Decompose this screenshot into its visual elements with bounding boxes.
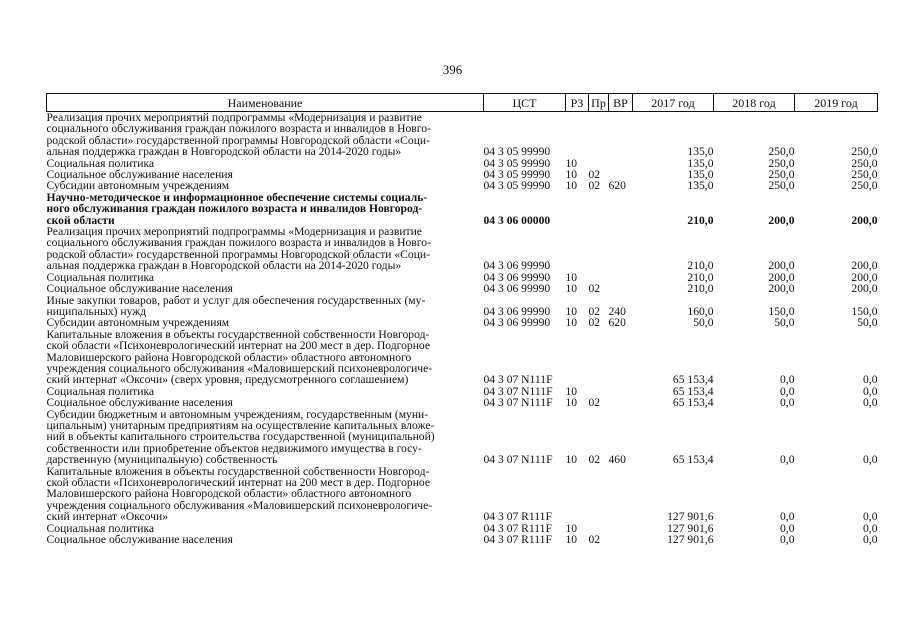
header-rz: РЗ — [566, 94, 589, 112]
amount-2018-cell: 250,0 — [768, 168, 795, 182]
name-line: социального обслуживания граждан пожилого возраста и инвалидов в Новго- — [46, 236, 431, 250]
header-vr: ВР — [609, 94, 633, 112]
name-cell — [47, 466, 484, 523]
cst-cell: 04 3 06 99990 — [483, 304, 551, 318]
amount-2019-cell: 0,0 — [863, 384, 878, 398]
rz-cell: 10 — [565, 316, 578, 330]
amount-2017-cell: 65 153,4 — [672, 384, 714, 398]
vr-cell — [609, 523, 633, 534]
amount-2018-cell: 0,0 — [780, 533, 795, 547]
pr-cell: 02 — [588, 282, 601, 296]
amount-2019-cell: 0,0 — [863, 521, 878, 535]
name-line: ниципальных) нужд — [46, 304, 147, 318]
table-row — [47, 192, 878, 226]
rz-cell: 10 — [565, 396, 578, 410]
amount-2018-cell: 0,0 — [780, 521, 795, 535]
name-line: ской области «Психоневрологический интернат на 200 мест в дер. Подгорное — [46, 476, 431, 489]
pr-cell: 02 — [588, 304, 601, 318]
header-cst: ЦСТ — [484, 94, 566, 112]
rz-cell: 10 — [565, 156, 578, 170]
rz-cell: 10 — [565, 384, 578, 398]
vr-cell — [609, 226, 633, 272]
name-cell — [47, 534, 484, 545]
amount-2017-cell: 127 901,6 — [667, 510, 714, 524]
vr-cell — [609, 272, 633, 283]
rz-cell: 10 — [565, 533, 578, 547]
cst-cell: 04 3 06 99990 — [483, 316, 551, 330]
pr-cell — [589, 226, 609, 272]
vr-cell — [609, 192, 633, 226]
name-line: Научно-методическое и информационное обеспечение системы социаль- — [46, 190, 428, 204]
name-line: Социальное обслуживание населения — [46, 533, 233, 547]
name-line: собственности или приобретение объектов недвижимого имущества в госу- — [46, 441, 422, 455]
amount-2018-cell: 50,0 — [774, 316, 795, 330]
name-line: учреждения социального обслуживания «Маловишерский психоневрологиче- — [46, 361, 433, 375]
cst-cell: 04 3 07 N111F — [483, 384, 553, 398]
name-line: ский интернат «Оксочи» (сверх уровня, предусмотренного соглашением) — [46, 373, 409, 387]
amount-2017-cell: 210,0 — [687, 282, 714, 296]
table-row — [47, 112, 878, 158]
vr-cell: 240 — [608, 304, 626, 318]
name-line: Социальное обслуживание населения — [46, 168, 233, 182]
table-row — [47, 466, 878, 523]
header-row — [47, 94, 878, 112]
pr-cell: 02 — [588, 396, 601, 410]
amount-2017-cell: 135,0 — [687, 145, 714, 159]
rz-cell: 10 — [565, 453, 578, 467]
amount-2017-cell: 160,0 — [687, 304, 714, 318]
amount-2017-cell: 65 153,4 — [672, 396, 714, 410]
name-line: социального обслуживания граждан пожилого возраста и инвалидов в Новго- — [46, 122, 431, 136]
name-cell — [47, 329, 484, 386]
table-row — [47, 409, 878, 466]
rz-cell: 10 — [565, 270, 578, 284]
name-line: ного обслуживания граждан пожилого возраста и инвалидов Новгород- — [46, 202, 423, 216]
rz-cell — [566, 466, 589, 523]
amount-2018-cell: 250,0 — [768, 145, 795, 159]
page-number: 396 — [442, 62, 463, 77]
name-line: дарственную (муниципальную) собственность — [46, 453, 278, 467]
cst-cell: 04 3 07 N111F — [483, 396, 553, 410]
pr-cell: 02 — [588, 453, 601, 467]
amount-2019-cell: 0,0 — [863, 373, 878, 387]
pr-cell — [589, 192, 609, 226]
amount-2018-cell: 200,0 — [768, 213, 795, 227]
amount-2019-cell: 250,0 — [851, 156, 878, 170]
name-line: Социальное обслуживание населения — [46, 396, 233, 410]
vr-cell — [609, 397, 633, 408]
amount-2019-cell: 200,0 — [851, 270, 878, 284]
name-cell — [47, 409, 484, 466]
table-row — [47, 329, 878, 386]
amount-2019-cell: 0,0 — [863, 533, 878, 547]
amount-2018-cell: 250,0 — [768, 179, 795, 193]
name-line: Социальная политика — [46, 521, 155, 535]
name-cell — [47, 192, 484, 226]
cst-cell: 04 3 05 99990 — [483, 168, 551, 182]
rz-cell: 10 — [565, 168, 578, 182]
name-cell — [47, 226, 484, 272]
amount-2019-cell: 200,0 — [851, 213, 878, 227]
vr-cell: 460 — [608, 453, 626, 467]
amount-2017-cell: 127 901,6 — [667, 533, 714, 547]
rz-cell: 10 — [565, 282, 578, 296]
amount-2018-cell: 200,0 — [768, 270, 795, 284]
amount-2019-cell: 50,0 — [857, 316, 878, 330]
name-line: Капитальные вложения в объекты государственной собственности Новгород- — [46, 327, 430, 341]
table-header — [47, 94, 878, 112]
amount-2018-cell: 200,0 — [768, 282, 795, 296]
name-line: родской области» государственной программы Новгородской области «Соци- — [46, 247, 430, 261]
header-name: Наименование — [47, 94, 484, 112]
budget-table — [46, 93, 878, 545]
rz-cell — [566, 329, 589, 386]
name-line: ской области «Психоневрологический интернат на 200 мест в дер. Подгорное — [46, 339, 431, 353]
name-line: Капитальные вложения в объекты государственной собственности Новгород- — [46, 464, 430, 478]
name-line: Маловишерского района Новгородской области» областного автономного — [46, 487, 412, 501]
table-row — [47, 295, 878, 318]
amount-2019-cell: 0,0 — [863, 396, 878, 410]
amount-2017-cell: 210,0 — [687, 213, 714, 227]
name-line: альная поддержка граждан в Новгородской области на 2014-2020 годы» — [46, 259, 402, 273]
header-2017: 2017 год — [633, 94, 714, 112]
cst-cell: 04 3 07 N111F — [483, 373, 553, 387]
amount-2017-cell: 127 901,6 — [667, 521, 714, 535]
name-cell — [47, 112, 484, 158]
rz-cell — [566, 192, 589, 226]
cst-cell: 04 3 07 N111F — [483, 453, 553, 467]
cst-cell: 04 3 06 99990 — [483, 259, 551, 273]
pr-cell — [589, 329, 609, 386]
vr-cell — [609, 283, 633, 294]
cst-cell: 04 3 05 99990 — [483, 179, 551, 193]
table-body — [47, 112, 878, 546]
pr-cell: 02 — [588, 316, 601, 330]
vr-cell — [609, 466, 633, 523]
name-line: Социальная политика — [46, 156, 155, 170]
cst-cell: 04 3 07 R111F — [483, 521, 552, 535]
name-line: ский интернат «Оксочи» — [46, 510, 169, 524]
vr-cell — [609, 112, 633, 158]
cst-cell: 04 3 07 R111F — [483, 510, 552, 524]
table-row — [47, 226, 878, 272]
rz-cell: 10 — [565, 521, 578, 535]
cst-cell: 04 3 05 99990 — [483, 156, 551, 170]
vr-cell — [609, 158, 633, 169]
name-cell — [47, 317, 484, 328]
name-cell — [47, 295, 484, 318]
amount-2017-cell: 135,0 — [687, 156, 714, 170]
amount-2019-cell: 200,0 — [851, 259, 878, 273]
amount-2018-cell: 200,0 — [768, 259, 795, 273]
name-line: ципальным) унитарным предприятиям на осуществление капитальных вложе- — [46, 418, 435, 432]
cst-cell: 04 3 06 99990 — [483, 282, 551, 296]
name-line: Маловишерского района Новгородской области» областного автономного — [46, 350, 412, 364]
pr-cell: 02 — [588, 168, 601, 182]
vr-cell — [609, 534, 633, 545]
amount-2018-cell: 0,0 — [780, 453, 795, 467]
amount-2017-cell: 135,0 — [687, 179, 714, 193]
pr-cell — [589, 466, 609, 523]
cst-cell: 04 3 05 99990 — [483, 145, 551, 159]
cst-cell: 04 3 07 R111F — [483, 533, 552, 547]
vr-cell: 620 — [608, 316, 626, 330]
rz-cell: 10 — [565, 304, 578, 318]
amount-2017-cell: 135,0 — [687, 168, 714, 182]
amount-2017-cell: 210,0 — [687, 259, 714, 273]
name-line: Реализация прочих мероприятий подпрограммы «Модернизация и развитие — [46, 111, 422, 124]
header-2018: 2018 год — [714, 94, 795, 112]
name-line: Субсидии бюджетным и автономным учреждениям, государственным (муни- — [46, 407, 429, 421]
amount-2017-cell: 65 153,4 — [672, 373, 714, 387]
amount-2017-cell: 210,0 — [687, 270, 714, 284]
amount-2019-cell: 250,0 — [851, 179, 878, 193]
rz-cell — [566, 226, 589, 272]
amount-2019-cell: 200,0 — [851, 282, 878, 296]
amount-2019-cell: 250,0 — [851, 168, 878, 182]
amount-2019-cell: 150,0 — [851, 304, 878, 318]
amount-2019-cell: 0,0 — [863, 510, 878, 524]
pr-cell: 02 — [588, 179, 601, 193]
name-line: альная поддержка граждан в Новгородской области на 2014-2020 годы» — [46, 145, 402, 159]
rz-cell — [566, 112, 589, 158]
table-row — [47, 317, 878, 328]
rz-cell: 10 — [565, 179, 578, 193]
name-line: Социальная политика — [46, 270, 155, 284]
name-line: Иные закупки товаров, работ и услуг для обеспечения государственных (му- — [46, 293, 426, 307]
pr-cell — [589, 112, 609, 158]
table-row — [47, 397, 878, 408]
name-line: Субсидии автономным учреждениям — [46, 179, 230, 193]
amount-2017-cell: 65 153,4 — [672, 453, 714, 467]
amount-2017-cell: 50,0 — [693, 316, 714, 330]
vr-cell: 620 — [608, 179, 626, 193]
name-line: родской области» государственной программы Новгородской области «Соци- — [46, 133, 430, 147]
amount-2018-cell: 0,0 — [780, 373, 795, 387]
amount-2018-cell: 0,0 — [780, 510, 795, 524]
name-cell — [47, 397, 484, 408]
vr-cell — [609, 386, 633, 397]
amount-2018-cell: 0,0 — [780, 396, 795, 410]
name-line: ний в объекты капитального строительства государственной (муниципальной) — [46, 430, 435, 444]
name-line: Социальная политика — [46, 384, 155, 398]
name-line: Социальное обслуживание населения — [46, 282, 233, 296]
header-pr: Пр — [589, 94, 609, 112]
amount-2018-cell: 150,0 — [768, 304, 795, 318]
pr-cell: 02 — [588, 533, 601, 547]
amount-2019-cell: 250,0 — [851, 145, 878, 159]
amount-2019-cell: 0,0 — [863, 453, 878, 467]
name-cell — [47, 283, 484, 294]
amount-2018-cell: 0,0 — [780, 384, 795, 398]
cst-cell: 04 3 06 99990 — [483, 270, 551, 284]
name-line: учреждения социального обслуживания «Маловишерский психоневрологиче- — [46, 498, 433, 512]
name-line: ской области — [46, 213, 115, 227]
amount-2018-cell: 250,0 — [768, 156, 795, 170]
table-row — [47, 283, 878, 294]
vr-cell — [609, 329, 633, 386]
name-line: Реализация прочих мероприятий подпрограммы «Модернизация и развитие — [46, 225, 422, 239]
header-2019: 2019 год — [795, 94, 878, 112]
table-row — [47, 534, 878, 545]
name-line: Субсидии автономным учреждениям — [46, 316, 230, 330]
cst-cell: 04 3 06 00000 — [483, 213, 551, 227]
